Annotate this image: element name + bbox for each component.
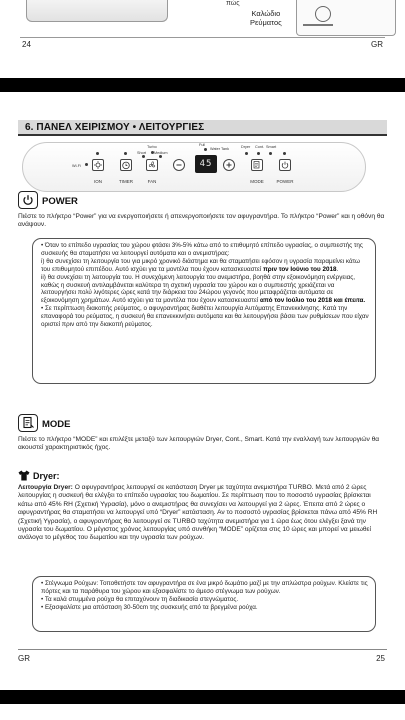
power-label: POWER <box>276 179 294 184</box>
callout-line-2: Ρεύματος <box>250 18 282 27</box>
footer-rule <box>18 649 387 650</box>
full-tank-indicator <box>204 148 207 151</box>
page-language: GR <box>371 40 383 49</box>
power-icon <box>18 191 38 209</box>
manual-page <box>0 92 405 690</box>
dryer-description: Λειτουργία Dryer: Ο αφυγραντήρας λειτουργεί σε κατάσταση Dryer με ταχύτητα ανεμιστήρα TURBO. Μετά από 2 ώρες λειτουργίας η συσκευή θα ελέγξει το επίπεδο υγρασίας του δωματίου. Σε περίπτωση που το ποσοστό υγρασίας βρίσκεται κάτω από 45% RH (Σχετική Υγρασία), μόνο ο ανεμιστήρας θα συνεχίσει να λειτουργεί για 2 ώρες. Έπειτα από 2 ώρες ο αφυγραντήρας θα σταματήσει να λειτουργεί υπό “Dryer” κατάσταση. Αν το ποσοστό υγρασίας βρίσκεται πάνω από 45% RH (Σχετική Υγρασία), ο αφυγραντήρας θα λειτουργεί σε TURBO ταχύτητα ανεμιστήρα για 1 ώρα έως ότου ελέγξει ξανά την υγρασία του δωματίου. Ο μέγιστος χρόνος λειτουργίας υπό συνθήκη “MODE” ορίζεται στις 10 ώρες και μπορεί να μειωθεί ανάλογα το μέγεθος του δωματίου και την υγρασία των ρούχων. <box>18 484 378 542</box>
dryer-tip-2: • Τα καλά στυμμένα ρούχα θα επιταχύνουν τη διαδικασία στεγνώματος. <box>41 595 239 603</box>
knob-shape <box>315 6 331 22</box>
fan-short-indicator <box>142 155 145 158</box>
minus-icon <box>174 160 184 170</box>
page-number: 24 <box>22 40 31 49</box>
fan-medium-indicator <box>159 155 162 158</box>
wifi-label: Wi-Fi <box>72 164 81 168</box>
power-info-box <box>32 238 376 384</box>
mode-icon <box>18 414 38 432</box>
dryer-tip-1: • Στέγνωμα Ρούχων: Τοποθετήστε τον αφυγραντήρα σε ένα μικρό δωμάτιο μαζί με την απλώστρα ρούχων. Κλείστε τις πόρτες και τα παράθυρα του χώρου και εξασφαλίστε το άμεσο στέγνωμα των ρούχων. <box>41 580 368 595</box>
fan-label: FAN <box>147 179 157 184</box>
device-illustration <box>26 0 168 22</box>
humidity-display: 45 <box>195 155 217 173</box>
minus-button[interactable] <box>173 159 185 171</box>
mode-label: MODE <box>250 179 264 184</box>
page-separator <box>0 690 405 704</box>
timer-indicator <box>124 152 127 155</box>
page-separator <box>0 78 405 92</box>
fan-medium-label: Medium <box>154 151 168 155</box>
fan-button[interactable] <box>146 159 158 171</box>
power-note-4: • Σε περίπτωση διακοπής ρεύματος, ο αφυγραντήρας διαθέτει λειτουργία Αυτόματης Επανεκκίνησης. Κατά την επαναφορά του ρεύματος, η συσκευή θα επανεκκινήσει αυτόματα και θα λειτουργήσει βάσει των ρυθμίσεων που είχαν οριστεί πριν από την διακοπή ρεύματος. <box>41 305 369 329</box>
timer-icon <box>121 160 131 170</box>
full-tank-label-line1: Full <box>199 143 206 147</box>
ion-button[interactable] <box>92 159 104 171</box>
control-panel-diagram <box>22 142 366 192</box>
power-note-3: ii) θα συνεχίσει τη λειτουργία του. Η συνεχόμενη λειτουργία του ανεμιστήρα, βοηθά στην εξοικονόμηση ενέργειας, καθώς η συσκευή αντιλαμβάνεται καλύτερα τη σχετική υγρασία του χώρου και ο συμπιεστής χρειάζεται να λειτουργήσει πολύ λιγότερες ώρες κατά την διάρκεια του 24ώρου γεγονός που μεταφράζεται αυτόματα σε εξοικονόμηση χρημάτων. Αυτό ισχύει για τα μοντέλα που έχουν κατασκευαστεί από τον Ιούλιο του 2018 και έπειτα. <box>41 273 366 305</box>
mode-heading <box>18 414 71 432</box>
fan-turbo-label: Turbo <box>147 145 157 149</box>
mode-smart-indicator <box>269 152 272 155</box>
cable-shape <box>303 24 333 26</box>
fan-icon <box>147 160 157 170</box>
dryer-heading: Dryer: <box>18 470 60 481</box>
section-title: 6. ΠΑΝΕΛ ΧΕΙΡΙΣΜΟΥ • ΛΕΙΤΟΥΡΓΙΕΣ <box>18 120 387 136</box>
ion-indicator <box>96 152 99 155</box>
dryer-tip-3: • Εξασφαλίστε μια απόσταση 30-50cm της συσκευής από τα βρεγμένα ρούχα. <box>41 603 258 611</box>
power-icon <box>280 160 290 170</box>
footer-page-number: 25 <box>376 654 385 663</box>
callout-line-1: Καλώδιο <box>251 9 281 18</box>
full-tank-label-line2: Water Tank <box>210 147 229 151</box>
dryer-tips-box <box>32 576 376 632</box>
wifi-indicator <box>85 163 88 166</box>
power-indicator <box>283 152 286 155</box>
timer-label: TIMER <box>119 179 133 184</box>
shirt-icon <box>18 470 30 481</box>
power-button[interactable] <box>279 159 291 171</box>
fan-short-label: Short <box>137 151 147 155</box>
mode-dryer-indicator <box>245 152 248 155</box>
power-note-1: • Όταν το επίπεδο υγρασίας του χώρου φτάσει 3%-5% κάτω από το επιθυμητό επίπεδο υγρασίας, ο συμπιεστής της συσκευής θα σταματήσει να λειτουργεί αυτόματα και ο ανεμιστήρας: <box>41 242 363 257</box>
mode-button[interactable] <box>251 159 263 171</box>
mode-dryer-label: Dryer <box>241 145 251 149</box>
power-heading <box>18 191 78 209</box>
footer-rule <box>20 37 385 38</box>
ion-label: ION <box>93 179 102 184</box>
power-heading-label: POWER <box>42 196 78 207</box>
timer-button[interactable] <box>120 159 132 171</box>
fan-turbo-indicator <box>151 151 154 154</box>
footer-language: GR <box>18 654 30 663</box>
plus-button[interactable] <box>223 159 235 171</box>
plus-icon <box>224 160 234 170</box>
previous-page-fragment <box>0 0 405 78</box>
mode-smart-label: Smart <box>266 145 277 149</box>
power-note-2: i) θα συνεχίσει τη λειτουργία του για μικρό χρονικό διάστημα και θα σταματήσει εφόσον η υγρασία παραμείνει κάτω του επιθυμητού επιπέδου. Αυτό ισχύει για τα μοντέλα που έχουν κατασκευαστεί πριν τον Ιούνιο του 2018. <box>41 257 360 273</box>
ion-icon <box>93 160 103 170</box>
power-description: Πιέστε το πλήκτρο “Power” για να ενεργοποιήσετε ή απενεργοποιήσετε τον αφυγραντήρα. Το πλήκτρο “Power” και η οθόνη θα ανάψουν. <box>18 213 385 229</box>
mode-cont-label: Cont. <box>255 145 265 149</box>
callout-fragment: πώς <box>226 0 240 7</box>
mode-heading-label: MODE <box>42 419 71 430</box>
mode-description: Πιέστε το πλήκτρο “MODE” και επιλέξτε μεταξύ των λειτουργιών Dryer, Cont., Smart. Κατά την εναλλαγή των λειτουργιών θα ακουστεί χαρακτηριστικός ήχος. <box>18 436 380 452</box>
mode-cont-indicator <box>257 152 260 155</box>
dryer-lead: Λειτουργία Dryer: <box>18 484 73 491</box>
power-cable-callout <box>250 9 282 27</box>
device-back-illustration <box>296 0 396 36</box>
mode-icon <box>252 160 262 170</box>
